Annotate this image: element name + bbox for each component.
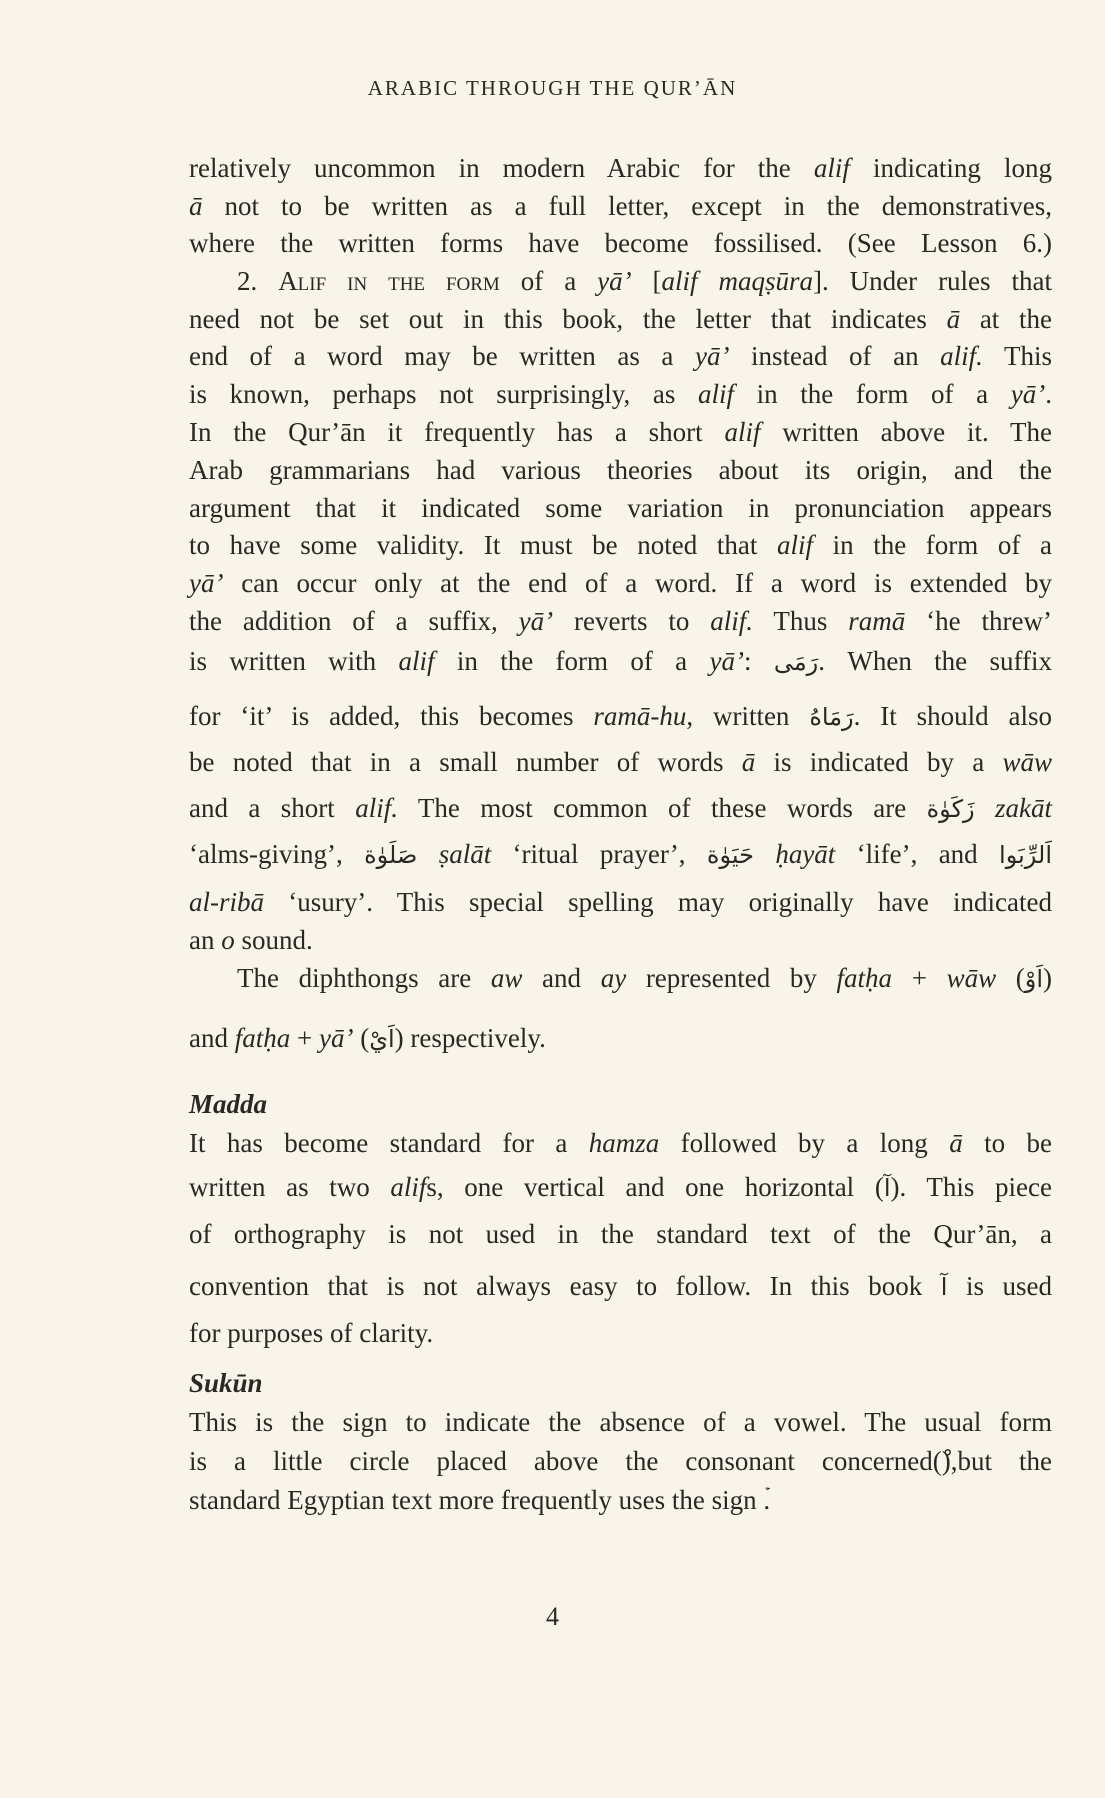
text-run <box>975 793 995 823</box>
text-run: ‘alms-giving’, <box>189 839 365 869</box>
text-run: and <box>522 963 601 993</box>
text-run: In the Qur’ān it frequently has a short <box>189 417 725 447</box>
text-run: is written with <box>189 646 399 676</box>
text-run: written as two <box>189 1172 391 1202</box>
text-run: in the form of a <box>812 530 1052 560</box>
text-line <box>189 1314 1052 1352</box>
text-run: This is the sign to indicate the absence of a vowel. The usual form <box>189 1407 1052 1437</box>
italic-term: alif. <box>940 341 983 371</box>
text-run: the addition of a suffix, <box>189 606 519 636</box>
italic-term: yā’ <box>597 266 632 296</box>
text-run: an <box>189 925 222 955</box>
text-run: is indicated by a <box>755 747 1003 777</box>
text-run: ( <box>996 963 1025 993</box>
text-run: for purposes of clarity. <box>189 1318 434 1348</box>
text-line <box>189 602 1052 640</box>
text-line <box>189 187 1052 225</box>
text-line <box>189 1215 1052 1253</box>
arabic-word: زَكَوٰة <box>926 795 975 823</box>
text-line <box>189 489 1052 527</box>
text-run: to be <box>962 1128 1052 1158</box>
text-run: ‘usury’. This special spelling may originally have indicated <box>264 887 1052 917</box>
section-heading-sukun: Sukūn <box>189 1368 263 1398</box>
text-run: + <box>892 963 947 993</box>
italic-term: wāw <box>1002 747 1053 777</box>
text-run: 2. <box>237 266 279 296</box>
italic-term: ā <box>946 304 961 334</box>
italic-term: alif maqṣūra <box>661 266 813 296</box>
text-run: is a little circle placed above the consonant concerned( <box>189 1446 942 1476</box>
text-run: indicating long <box>849 153 1052 183</box>
text-line <box>189 300 1052 338</box>
italic-term: ā <box>741 747 756 777</box>
text-run: to have some validity. It must be noted that <box>189 530 777 560</box>
text-line <box>189 743 1052 781</box>
text-run: Arab grammarians had various theories about its origin, and the <box>189 455 1052 485</box>
italic-term: ay <box>600 963 627 993</box>
text-line <box>189 1168 1052 1206</box>
text-line <box>189 1442 1052 1480</box>
text-run: ‘he threw’ <box>905 606 1052 636</box>
text-run: ). This piece <box>890 1172 1052 1202</box>
italic-term: alif <box>398 646 435 676</box>
text-line <box>237 262 1052 300</box>
text-run: Thus <box>752 606 849 636</box>
text-run: written above it. The <box>760 417 1053 447</box>
italic-term: yā’ <box>518 606 554 636</box>
text-run: ‘life’, and <box>835 839 1000 869</box>
text-run: ‘ritual prayer’, <box>491 839 707 869</box>
arabic-word: آ <box>883 1174 891 1202</box>
text-run: + <box>290 1023 319 1053</box>
italic-term: yā’ <box>1010 379 1046 409</box>
text-run <box>417 839 438 869</box>
text-run: The most common of these words are <box>397 793 927 823</box>
text-line <box>189 413 1052 451</box>
text-line <box>237 959 1052 997</box>
italic-term: ā <box>189 191 203 221</box>
text-run: for ‘it’ is added, this becomes <box>189 701 594 731</box>
text-run: sound. <box>234 925 313 955</box>
text-run: and <box>189 1023 235 1053</box>
italic-term: zakāt <box>995 793 1052 823</box>
text-run: is used <box>947 1271 1052 1301</box>
text-line <box>189 1124 1052 1162</box>
text-line <box>189 835 1052 873</box>
text-run: followed by a long <box>659 1128 950 1158</box>
running-header: ARABIC THROUGH THE QUR’ĀN <box>367 76 738 100</box>
text-run: at the <box>960 304 1052 334</box>
text-run: argument that it indicated some variation in pronunciation appears <box>189 493 1052 523</box>
text-line <box>189 1267 1052 1305</box>
arabic-word: رَمَاهُ <box>809 703 854 731</box>
italic-term: alif <box>813 153 850 183</box>
text-line <box>189 1403 1052 1441</box>
italic-term: alif <box>776 530 813 560</box>
text-run: be noted that in a small number of words <box>189 747 742 777</box>
text-run: This <box>982 341 1053 371</box>
italic-term: alif <box>698 379 735 409</box>
text-line <box>189 1481 1052 1519</box>
section-heading-madda: Madda <box>189 1089 268 1119</box>
italic-term: yā’ <box>709 646 744 676</box>
text-run: ),but the <box>941 1446 1052 1476</box>
text-run: is known, perhaps not surprisingly, as <box>189 379 699 409</box>
small-caps-text: Alif in the form <box>278 266 500 296</box>
text-run: convention that is not always easy to follow. In this book <box>189 1271 941 1301</box>
text-run: ) <box>1043 963 1052 993</box>
italic-term: fatḥa <box>836 963 893 993</box>
italic-term: alif. <box>710 606 753 636</box>
text-line <box>189 1019 1052 1057</box>
italic-term: yā’ <box>694 341 730 371</box>
arabic-word: رَمَى <box>773 648 819 676</box>
text-line <box>189 224 1052 262</box>
text-line <box>189 337 1052 375</box>
text-line <box>189 564 1052 602</box>
arabic-word: اَلرِّبَوا <box>999 841 1052 869</box>
italic-term: ḥayāt <box>775 839 836 869</box>
arabic-word: صَلَوٰة <box>364 841 418 869</box>
italic-term: ramā-hu <box>593 701 687 731</box>
text-run <box>754 839 775 869</box>
italic-term: hamza <box>588 1128 660 1158</box>
arabic-word: حَيَوٰة <box>706 841 754 869</box>
italic-term: wāw <box>946 963 997 993</box>
text-run: ) respectively. <box>394 1023 546 1053</box>
text-run: in the form of a <box>434 646 710 676</box>
italic-term: ṣalāt <box>438 839 492 869</box>
text-run: and a short <box>189 793 356 823</box>
text-run: not to be written as a full letter, except in the demonstratives, <box>202 191 1052 221</box>
text-run: instead of an <box>729 341 941 371</box>
arabic-word: آ <box>940 1273 948 1301</box>
text-run: in the form of a <box>734 379 1011 409</box>
arabic-word: اَوْ <box>1024 965 1043 993</box>
text-run: . <box>763 1485 771 1515</box>
text-line <box>189 642 1052 680</box>
text-line <box>189 883 1052 921</box>
text-line <box>189 451 1052 489</box>
text-run: standard Egyptian text more frequently uses the sign <box>189 1485 764 1515</box>
italic-term: alif <box>390 1172 427 1202</box>
text-run: , written <box>686 701 810 731</box>
text-run: of a <box>499 266 598 296</box>
text-run: : <box>743 646 774 676</box>
text-line <box>189 149 1052 187</box>
text-run: can occur only at the end of a word. If a word is extended by <box>223 568 1052 598</box>
text-run: The diphthongs are <box>237 963 491 993</box>
text-run: represented by <box>626 963 837 993</box>
italic-term: fatḥa <box>234 1023 291 1053</box>
text-run: where the written forms have become fossilised. (See Lesson 6.) <box>189 228 1052 258</box>
text-run: . <box>1045 379 1053 409</box>
text-line <box>189 789 1052 827</box>
text-run: need not be set out in this book, the letter that indicates <box>189 304 947 334</box>
text-line <box>189 375 1052 413</box>
text-run: of orthography is not used in the standard text of the Qur’ān, a <box>189 1219 1052 1249</box>
italic-term: yā’ <box>318 1023 354 1053</box>
italic-term: o <box>221 925 235 955</box>
text-run: relatively uncommon in modern Arabic for the <box>189 153 814 183</box>
italic-term: aw <box>490 963 523 993</box>
text-line <box>189 697 1052 735</box>
text-run: ( <box>353 1023 370 1053</box>
text-run: reverts to <box>553 606 711 636</box>
italic-term: alif. <box>355 793 398 823</box>
text-run: It has become standard for a <box>189 1128 589 1158</box>
italic-term: alif <box>724 417 761 447</box>
page-number: 4 <box>546 1602 559 1631</box>
italic-term: al-ribā <box>189 887 265 917</box>
text-run: [ <box>631 266 662 296</box>
text-run: s, one vertical and one horizontal ( <box>426 1172 884 1202</box>
italic-term: ramā <box>848 606 906 636</box>
text-run: ]. Under rules that <box>812 266 1052 296</box>
italic-term: yā’ <box>189 568 224 598</box>
text-run: . When the suffix <box>818 646 1052 676</box>
text-line <box>189 921 1052 959</box>
text-line <box>189 526 1052 564</box>
arabic-word: اَيْ <box>369 1025 395 1053</box>
text-run: end of a word may be written as a <box>189 341 695 371</box>
text-run: . It should also <box>853 701 1052 731</box>
italic-term: ā <box>949 1128 963 1158</box>
